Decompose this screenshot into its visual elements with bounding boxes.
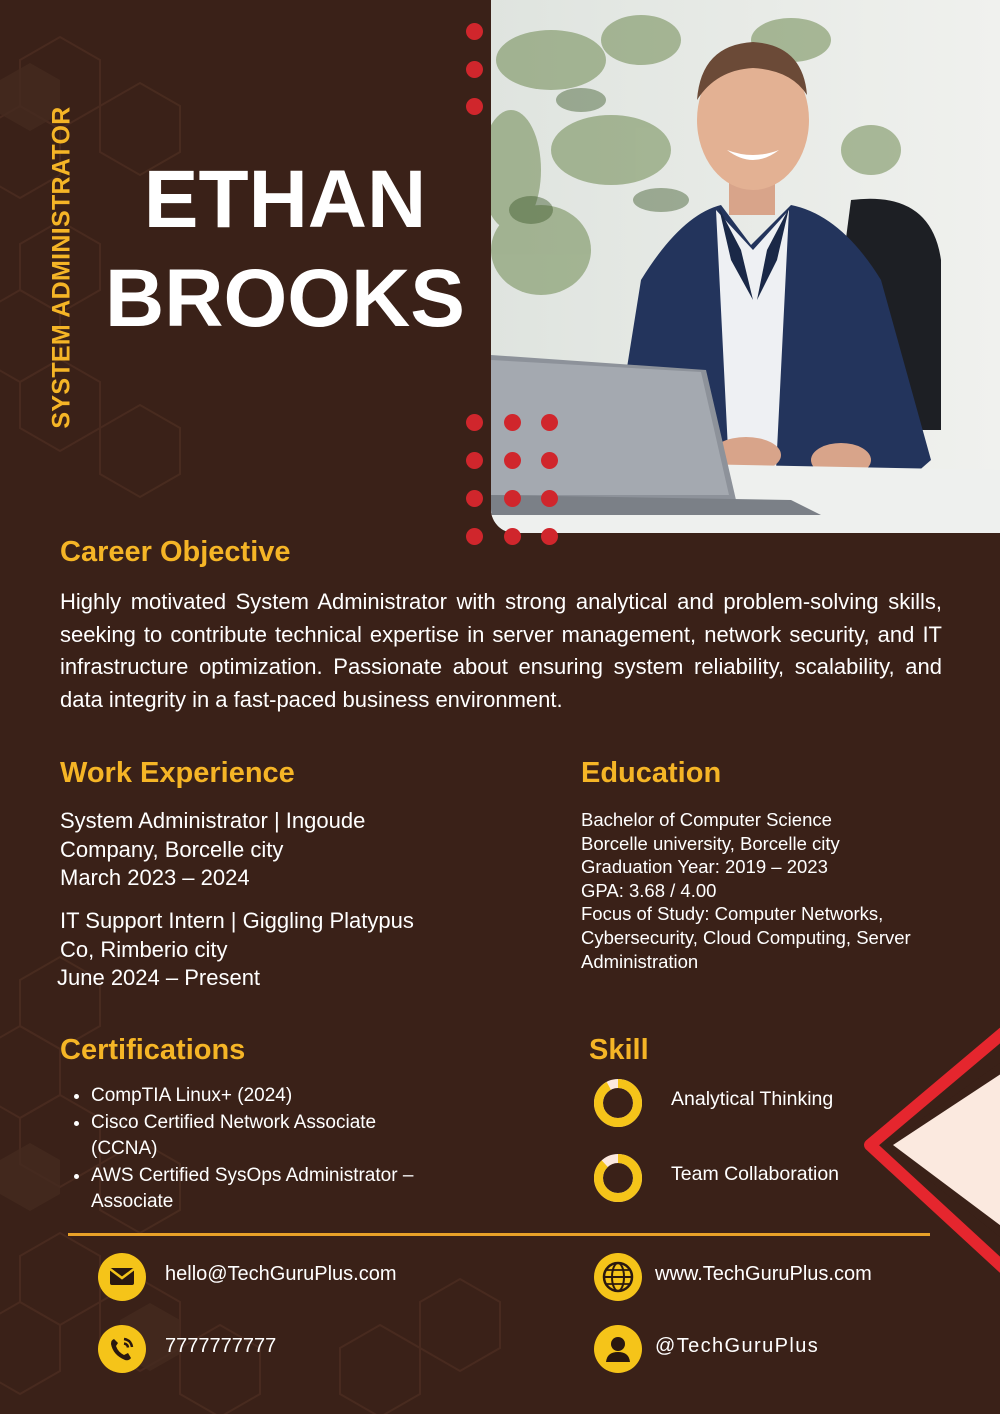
edu-line: Cybersecurity, Cloud Computing, Server	[581, 926, 911, 948]
edu-line: Borcelle university, Borcelle city	[581, 832, 840, 854]
user-icon	[594, 1325, 642, 1373]
edu-line: Graduation Year: 2019 – 2023	[581, 856, 828, 878]
work-heading: Work Experience	[60, 757, 295, 789]
job-company-line: Co, Rimberio city	[60, 936, 228, 962]
objective-heading: Career Objective	[60, 536, 291, 568]
edu-line: Bachelor of Computer Science	[581, 809, 832, 830]
skill-label: Team Collaboration	[671, 1163, 840, 1185]
contact-website[interactable]: www.TechGuruPlus.com	[655, 1263, 872, 1285]
edu-line: GPA: 3.68 / 4.00	[581, 879, 717, 901]
divider	[68, 1233, 930, 1236]
job-company-line: Company, Borcelle city	[60, 836, 284, 862]
list-item: • Cisco Certified Network Associate (CCNA)	[91, 1110, 411, 1163]
skill-label: Analytical Thinking	[671, 1088, 834, 1110]
job-title-line: System Administrator | Ingoude	[60, 808, 366, 833]
first-name: ETHAN	[143, 154, 427, 245]
list-item: • CompTIA Linux+ (2024)	[91, 1083, 471, 1110]
objective-text: Highly motivated System Administrator with strong analytical and problem-solving skills, seeking to contribute technical expertise in server management, network security, and IT infrastructure optimization. Passionate about ensuring system reliability, scalability, and data integrity in a fast-paced business environment.	[60, 589, 942, 712]
education-heading: Education	[581, 757, 722, 789]
last-name: BROOKS	[105, 253, 465, 344]
skill-heading: Skill	[589, 1034, 649, 1066]
job-title: SYSTEM ADMINISTRATOR	[47, 105, 76, 429]
job-title-line: IT Support Intern | Giggling Platypus	[60, 908, 414, 933]
job-dates: June 2024 – Present	[57, 965, 261, 990]
job-dates: March 2023 – 2024	[60, 865, 250, 890]
certifications-heading: Certifications	[60, 1034, 246, 1066]
contact-phone[interactable]: 7777777777	[165, 1335, 277, 1357]
email-icon	[98, 1253, 146, 1301]
globe-icon	[594, 1253, 642, 1301]
edu-line: Focus of Study: Computer Networks,	[581, 903, 884, 925]
phone-icon	[98, 1325, 146, 1373]
list-item: • AWS Certified SysOps Administrator – Associate	[91, 1163, 451, 1216]
contact-social[interactable]: @TechGuruPlus	[655, 1335, 820, 1357]
contact-email[interactable]: hello@TechGuruPlus.com	[165, 1263, 397, 1285]
edu-line: Administration	[581, 950, 699, 972]
